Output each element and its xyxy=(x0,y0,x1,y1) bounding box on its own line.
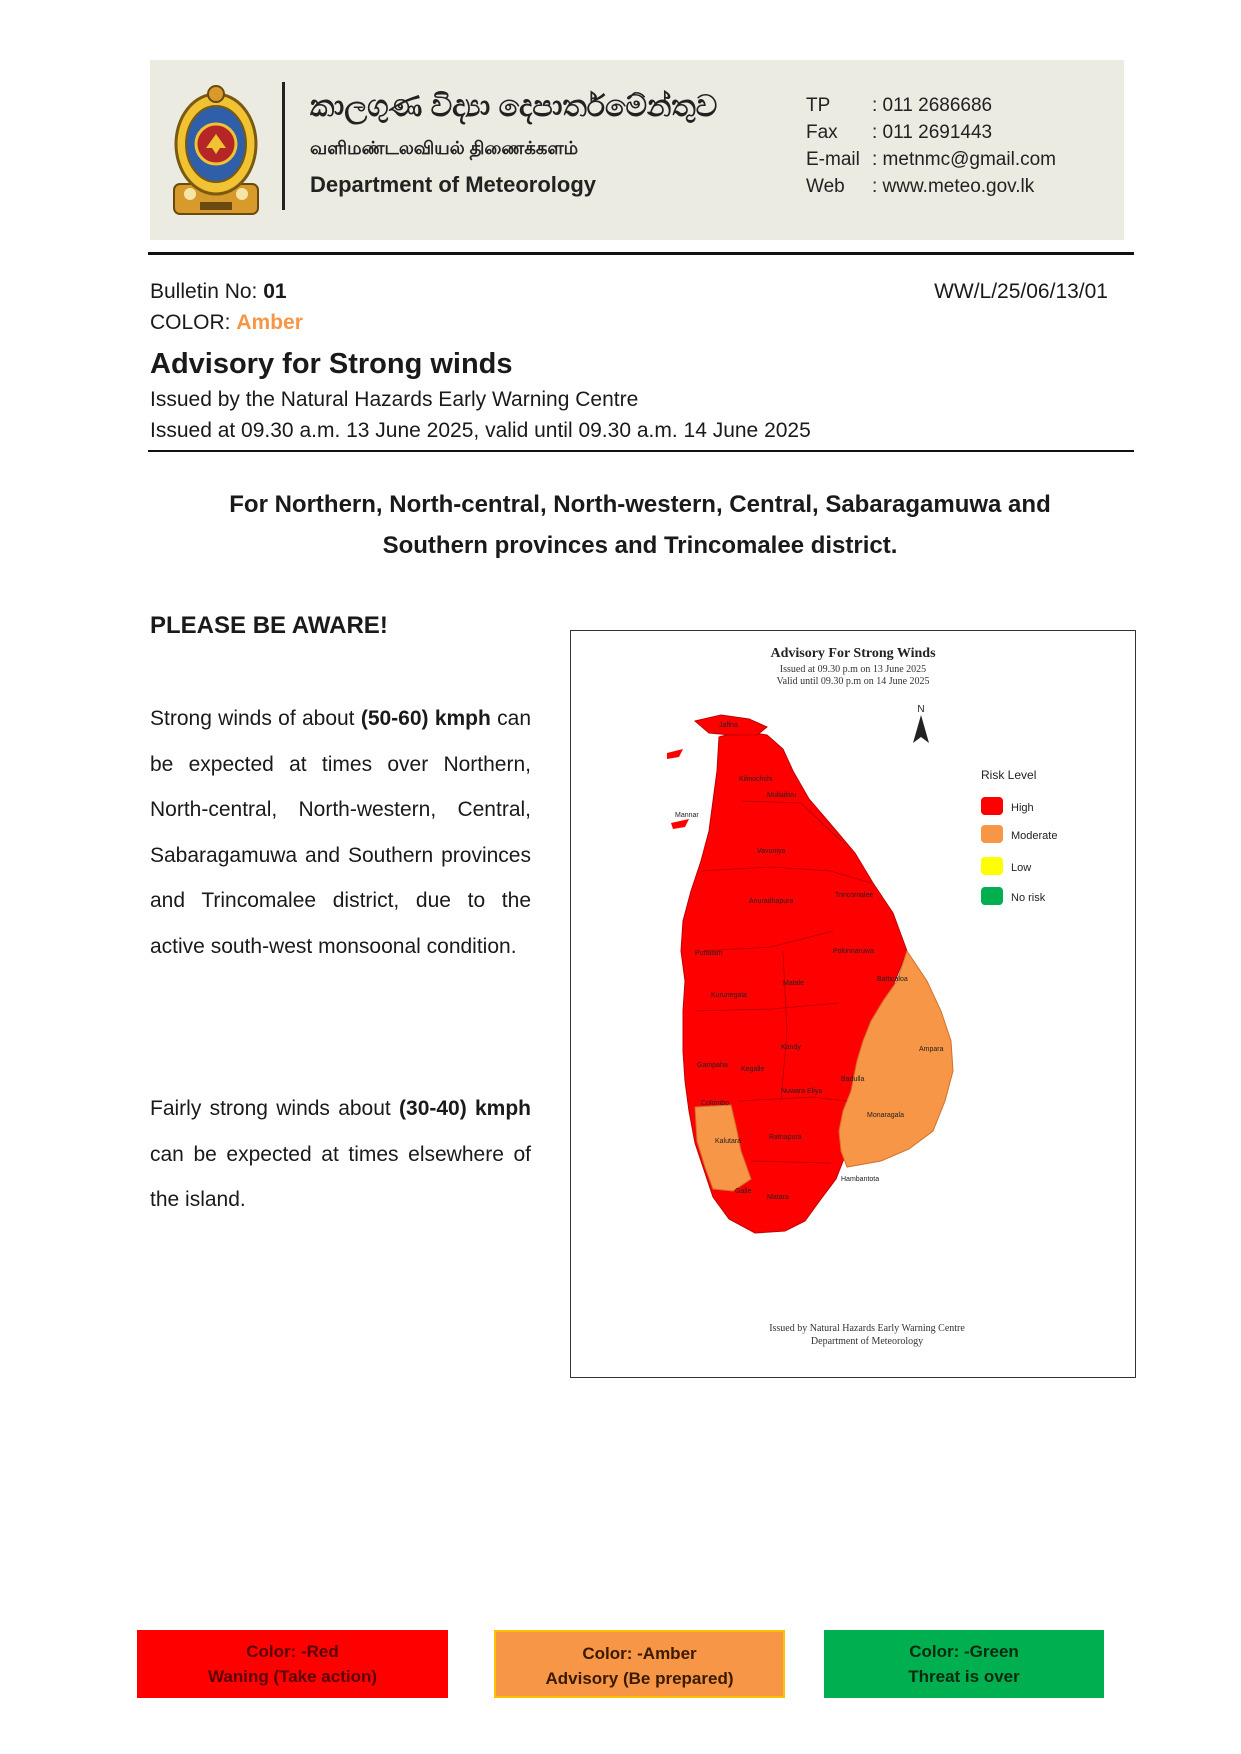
bulletin-color-value: Amber xyxy=(236,311,303,334)
color-key-red xyxy=(137,1630,448,1698)
district-label: Batticaloa xyxy=(877,976,908,983)
district-label: Puttalam xyxy=(695,950,723,957)
color-key-desc: Threat is over xyxy=(908,1667,1020,1686)
district-label: Matale xyxy=(783,980,805,987)
district-label: Nuwara Eliya xyxy=(781,1088,823,1095)
contact-key: TP xyxy=(806,94,831,116)
district-label: Monaragala xyxy=(867,1112,904,1119)
contact-key: E-mail xyxy=(806,148,860,170)
district-label: Vavuniya xyxy=(757,848,786,855)
please-be-aware: PLEASE BE AWARE! xyxy=(150,612,388,639)
fairly-strong-winds-paragraph xyxy=(150,1086,531,1223)
district-label: Anuradhapura xyxy=(749,898,794,905)
district-label: Hambantota xyxy=(841,1176,880,1183)
issued-at: Issued at 09.30 a.m. 13 June 2025, valid until 09.30 a.m. 14 June 2025 xyxy=(150,419,811,442)
paragraph-text: can be expected at times elsewhere of the island. xyxy=(150,1142,531,1211)
district-label: Mannar xyxy=(675,812,699,819)
contact-value: : metnmc@gmail.com xyxy=(872,148,1056,170)
legend-swatch-high xyxy=(981,797,1003,815)
district-label: Kurunegala xyxy=(711,992,747,999)
contact-value: : 011 2686686 xyxy=(872,94,993,116)
north-arrow-icon xyxy=(913,704,929,743)
color-key-amber xyxy=(494,1630,785,1698)
legend-label: Moderate xyxy=(1011,830,1058,842)
map-issued: Issued at 09.30 p.m on 13 June 2025 xyxy=(779,664,927,675)
contact-row-web xyxy=(806,173,1056,200)
bulletin-number xyxy=(150,276,303,307)
color-key-title: Color: -Green xyxy=(909,1642,1019,1661)
letterhead xyxy=(150,60,1124,240)
contact-key: Fax xyxy=(806,121,838,143)
department-name-english: Department of Meteorology xyxy=(310,172,597,197)
mannar-island xyxy=(667,749,683,759)
risk-map-svg xyxy=(571,631,1134,1376)
contact-row-fax xyxy=(806,119,1056,146)
district-label: Kegalle xyxy=(741,1066,765,1073)
risk-map xyxy=(570,630,1136,1378)
district-label: Jaffna xyxy=(719,722,738,729)
district-label: Polonnaruwa xyxy=(833,948,874,955)
district-label: Matara xyxy=(767,1194,789,1201)
district-label: Kandy xyxy=(781,1044,801,1051)
district-label: Badulla xyxy=(841,1076,865,1083)
bulletin-color xyxy=(150,307,303,338)
bulletin-meta xyxy=(150,276,303,338)
map-title: Advisory For Strong Winds xyxy=(770,646,936,661)
district-label: Gampaha xyxy=(697,1062,728,1069)
contact-key: Web xyxy=(806,175,845,197)
affected-areas-line: For Northern, North-central, North-western, Central, Sabaragamuwa and xyxy=(229,491,1051,518)
map-valid: Valid until 09.30 p.m on 14 June 2025 xyxy=(776,676,930,687)
island xyxy=(667,715,953,1233)
district-label: Ampara xyxy=(919,1046,944,1053)
color-key-desc: Waning (Take action) xyxy=(207,1667,378,1686)
affected-areas-heading xyxy=(150,484,1130,566)
legend-label: No risk xyxy=(1011,892,1046,904)
legend-swatch-low xyxy=(981,857,1003,875)
paragraph-text: Fairly strong winds about xyxy=(150,1097,400,1120)
contact-details xyxy=(806,92,1056,200)
district-label: Mullaitivu xyxy=(767,792,797,799)
legend-swatch-moderate xyxy=(981,825,1003,843)
contact-row-tp xyxy=(806,92,1056,119)
north-label: N xyxy=(917,704,925,715)
strong-winds-paragraph xyxy=(150,696,531,969)
map-footer-line: Department of Meteorology xyxy=(810,1336,924,1347)
district-label: Trincomalee xyxy=(835,892,874,899)
color-key-desc: Advisory (Be prepared) xyxy=(545,1669,734,1688)
paragraph-text: Strong winds of about xyxy=(150,707,361,730)
affected-areas-line: Southern provinces and Trincomalee district. xyxy=(382,532,898,559)
department-name-tamil: வளிமண்டலவியல் திணைக்களம் xyxy=(310,138,579,158)
bulletin-reference: WW/L/25/06/13/01 xyxy=(934,280,1108,303)
district-label: Kilinochchi xyxy=(739,776,773,783)
map-legend xyxy=(981,768,1057,905)
legend-label: High xyxy=(1011,802,1034,814)
paragraph-text: can be expected at times over Northern, North-central, North-western, Central, Sabaragamuwa and Southern provinces and Trincomalee district, due to the active south-west monsoonal condition. xyxy=(150,707,532,958)
wind-speed-high: (50-60) kmph xyxy=(360,707,491,730)
contact-row-email xyxy=(806,146,1056,173)
bulletin-number-value: 01 xyxy=(263,280,287,303)
delft-island xyxy=(671,819,689,829)
color-key-title: Color: -Red xyxy=(246,1642,339,1661)
district-label: Galle xyxy=(735,1188,752,1195)
color-key-title: Color: -Amber xyxy=(582,1644,697,1663)
district-label: Kalutara xyxy=(715,1138,742,1145)
contact-value: : 011 2691443 xyxy=(872,121,993,143)
advisory-title: Advisory for Strong winds xyxy=(150,348,513,380)
header-rule xyxy=(148,252,1134,255)
color-key-green xyxy=(824,1630,1104,1698)
header-divider xyxy=(282,82,285,210)
legend-title: Risk Level xyxy=(981,768,1037,782)
bulletin-color-label: COLOR: xyxy=(150,311,237,334)
district-label: Colombo xyxy=(701,1100,730,1107)
section-rule xyxy=(148,450,1134,452)
legend-swatch-no-risk xyxy=(981,887,1003,905)
bulletin-number-label: Bulletin No: xyxy=(150,280,264,303)
issued-by: Issued by the Natural Hazards Early Warning Centre xyxy=(150,388,639,411)
wind-speed-moderate: (30-40) kmph xyxy=(399,1097,531,1120)
map-footer-line: Issued by Natural Hazards Early Warning Centre xyxy=(769,1323,965,1334)
department-name-sinhala: කාලගුණ විද්‍යා දෙපාර්තමේන්තුව xyxy=(310,90,718,123)
national-emblem-icon xyxy=(172,82,260,218)
legend-label: Low xyxy=(1011,862,1032,874)
district-label: Ratnapura xyxy=(769,1134,802,1141)
contact-value: : www.meteo.gov.lk xyxy=(872,175,1035,197)
